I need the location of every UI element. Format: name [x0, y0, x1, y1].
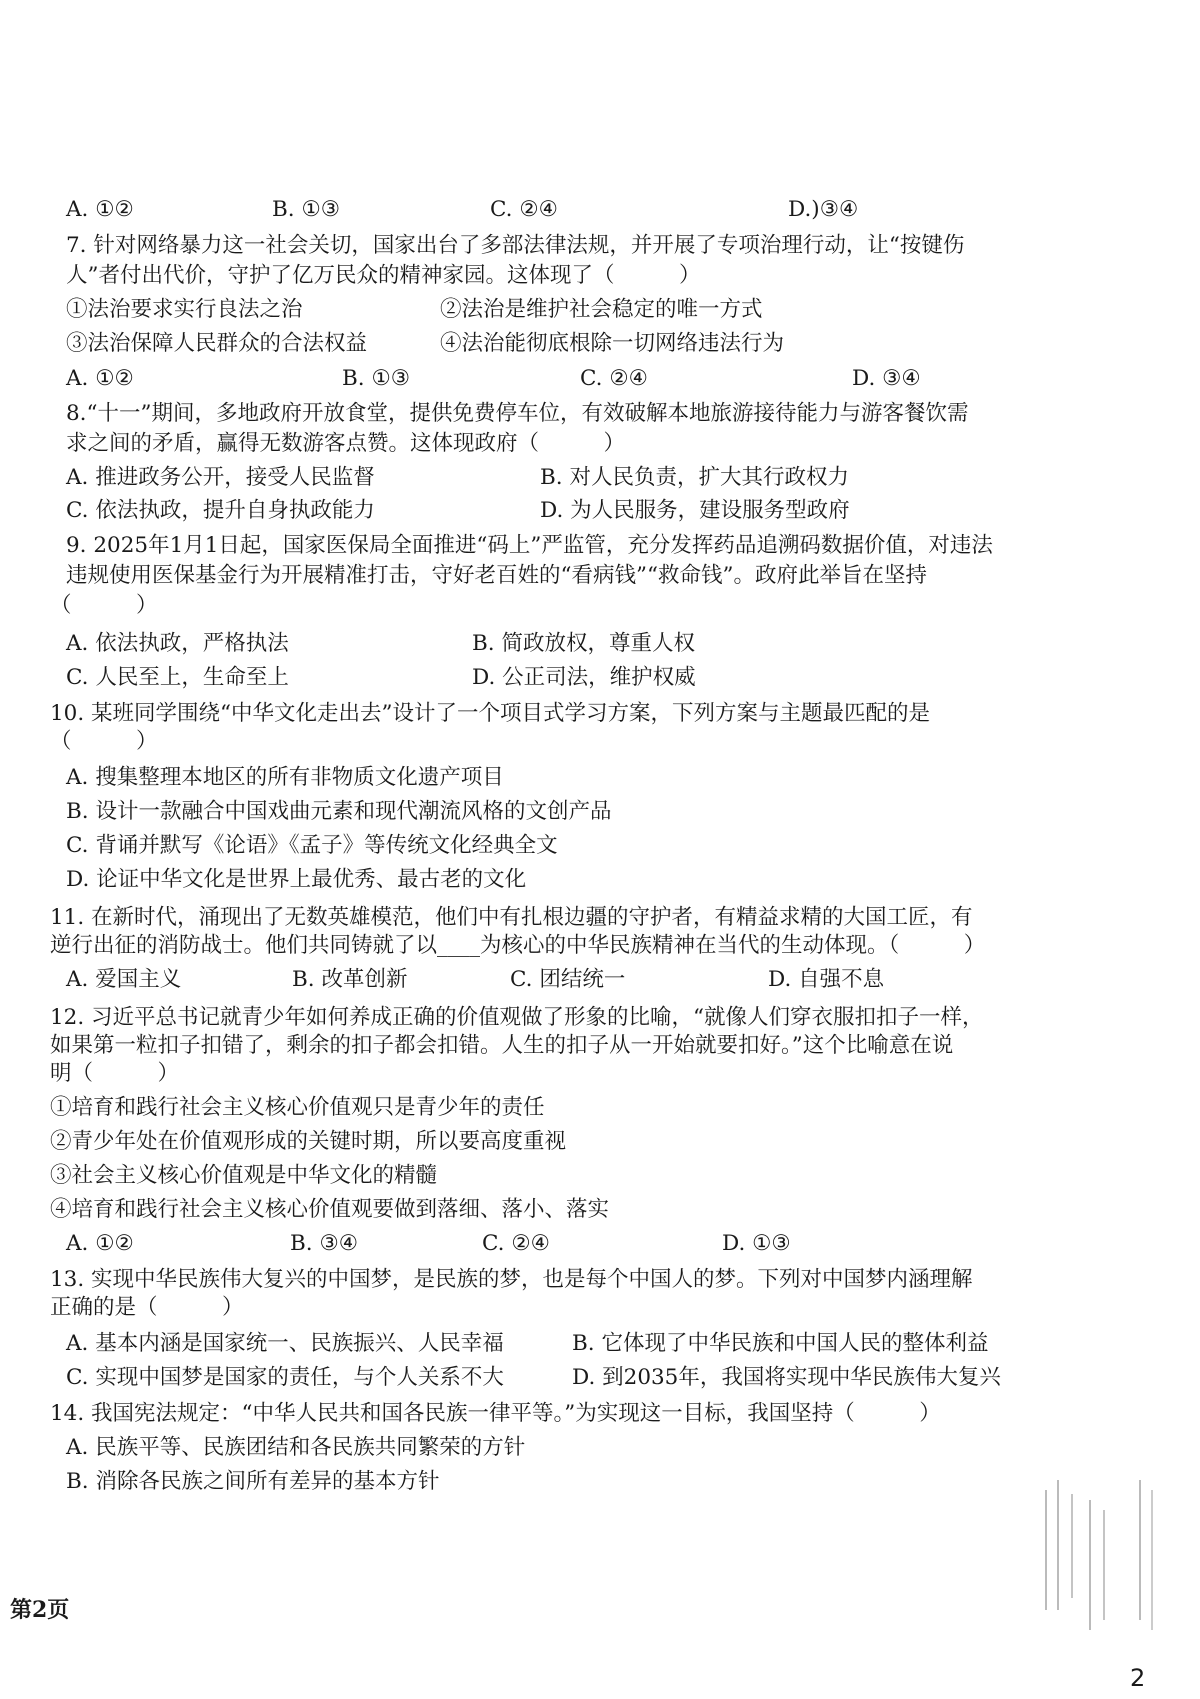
q8-option-d: D. 为人民服务，建设服务型政府: [540, 498, 850, 523]
q13-stem-line1: 13. 实现中华民族伟大复兴的中国梦，是民族的梦，也是每个中国人的梦。下列对中国梦内涵理解: [50, 1267, 973, 1292]
q14-option-a: A. 民族平等、民族团结和各民族共同繁荣的方针: [66, 1435, 526, 1460]
q12-stem-line3: 明（ ）: [50, 1061, 180, 1086]
q6-option-b: B. ①③: [272, 197, 341, 222]
q11-option-a: A. 爱国主义: [66, 967, 182, 992]
q7-option-d: D. ③④: [852, 366, 921, 391]
q10-stem-line1: 10. 某班同学围绕“中华文化走出去”设计了一个项目式学习方案，下列方案与主题最匹配的是: [50, 701, 931, 726]
q10-option-d: D. 论证中华文化是世界上最优秀、最古老的文化: [66, 867, 527, 892]
q7-option-a: A. ①②: [66, 366, 134, 391]
q11-option-b: B. 改革创新: [292, 967, 408, 992]
q13-option-c: C. 实现中国梦是国家的责任，与个人关系不大: [66, 1365, 504, 1390]
q14-stem-line1: 14. 我国宪法规定：“中华人民共和国各民族一律平等。”为实现这一目标，我国坚持（ ）: [50, 1401, 941, 1426]
q12-stem-line2: 如果第一粒扣子扣错了，剩余的扣子都会扣错。人生的扣子从一开始就要扣好。”这个比喻意在说: [50, 1033, 954, 1058]
q7-statement-1: ①法治要求实行良法之治: [66, 297, 303, 322]
q12-stem-line1: 12. 习近平总书记就青少年如何养成正确的价值观做了形象的比喻，“就像人们穿衣服扣扣子一样，: [50, 1005, 984, 1030]
q8-option-a: A. 推进政务公开，接受人民监督: [66, 465, 375, 490]
q7-option-c: C. ②④: [580, 366, 648, 391]
q12-option-d: D. ①③: [722, 1231, 791, 1256]
q7-option-b: B. ①③: [342, 366, 411, 391]
q7-stem-line1: 7. 针对网络暴力这一社会关切，国家出台了多部法律法规，并开展了专项治理行动，让“按键伤: [66, 233, 965, 258]
q9-option-c: C. 人民至上，生命至上: [66, 665, 289, 690]
q8-option-b: B. 对人民负责，扩大其行政权力: [540, 465, 849, 490]
q9-option-b: B. 简政放权，尊重人权: [472, 631, 695, 656]
q11-stem-line2: 逆行出征的消防战士。他们共同铸就了以____为核心的中华民族精神在当代的生动体现。（ ）: [50, 933, 986, 958]
q9-option-d: D. 公正司法，维护权威: [472, 665, 696, 690]
q11-option-c: C. 团结统一: [510, 967, 626, 992]
q9-stem-line1: 9. 2025年1月1日起，国家医保局全面推进“码上”严监管，充分发挥药品追溯码数据价值，对违法: [66, 533, 993, 558]
q11-option-d: D. 自强不息: [768, 967, 885, 992]
q10-stem-line2: （ ）: [50, 729, 158, 754]
q13-stem-line2: 正确的是（ ）: [50, 1295, 244, 1320]
q6-option-c: C. ②④: [490, 197, 558, 222]
q12-statement-2: ②青少年处在价值观形成的关键时期，所以要高度重视: [50, 1129, 567, 1154]
q12-statement-1: ①培育和践行社会主义核心价值观只是青少年的责任: [50, 1095, 545, 1120]
q12-statement-3: ③社会主义核心价值观是中华文化的精髓: [50, 1163, 438, 1188]
q12-statement-4: ④培育和践行社会主义核心价值观要做到落细、落小、落实: [50, 1197, 610, 1222]
q9-option-a: A. 依法执政，严格执法: [66, 631, 289, 656]
scan-artifact-marks: [1000, 1480, 1160, 1640]
q14-option-b: B. 消除各民族之间所有差异的基本方针: [66, 1469, 440, 1494]
q13-option-a: A. 基本内涵是国家统一、民族振兴、人民幸福: [66, 1331, 504, 1356]
q7-statement-3: ③法治保障人民群众的合法权益: [66, 331, 368, 356]
q8-option-c: C. 依法执政，提升自身执政能力: [66, 498, 375, 523]
q7-stem-line2: 人”者付出代价，守护了亿万民众的精神家园。这体现了（ ）: [66, 263, 701, 288]
corner-page-number: 2: [1130, 1664, 1146, 1692]
q10-option-b: B. 设计一款融合中国戏曲元素和现代潮流风格的文创产品: [66, 799, 612, 824]
q7-statement-4: ④法治能彻底根除一切网络违法行为: [440, 331, 785, 356]
q12-option-b: B. ③④: [290, 1231, 359, 1256]
q6-option-a: A. ①②: [66, 197, 134, 222]
q10-option-c: C. 背诵并默写《论语》《孟子》等传统文化经典全文: [66, 833, 558, 858]
q9-stem-line3: （ ）: [50, 593, 158, 618]
q11-stem-line1: 11. 在新时代，涌现出了无数英雄模范，他们中有扎根边疆的守护者，有精益求精的大国工匠，有: [50, 905, 973, 930]
q13-option-d: D. 到2035年，我国将实现中华民族伟大复兴: [572, 1365, 1001, 1390]
q12-option-c: C. ②④: [482, 1231, 550, 1256]
q12-option-a: A. ①②: [66, 1231, 134, 1256]
page-footer-label: 第2页: [10, 1597, 70, 1623]
q10-option-a: A. 搜集整理本地区的所有非物质文化遗产项目: [66, 765, 504, 790]
q9-stem-line2: 违规使用医保基金行为开展精准打击，守好老百姓的“看病钱”“救命钱”。政府此举旨在坚持: [66, 563, 927, 588]
q8-stem-line2: 求之间的矛盾，赢得无数游客点赞。这体现政府（ ）: [66, 431, 626, 456]
q7-statement-2: ②法治是维护社会稳定的唯一方式: [440, 297, 763, 322]
q6-option-d: D.)③④: [788, 197, 859, 222]
q13-option-b: B. 它体现了中华民族和中国人民的整体利益: [572, 1331, 989, 1356]
q8-stem-line1: 8.“十一”期间，多地政府开放食堂，提供免费停车位，有效破解本地旅游接待能力与游客餐饮需: [66, 401, 969, 426]
